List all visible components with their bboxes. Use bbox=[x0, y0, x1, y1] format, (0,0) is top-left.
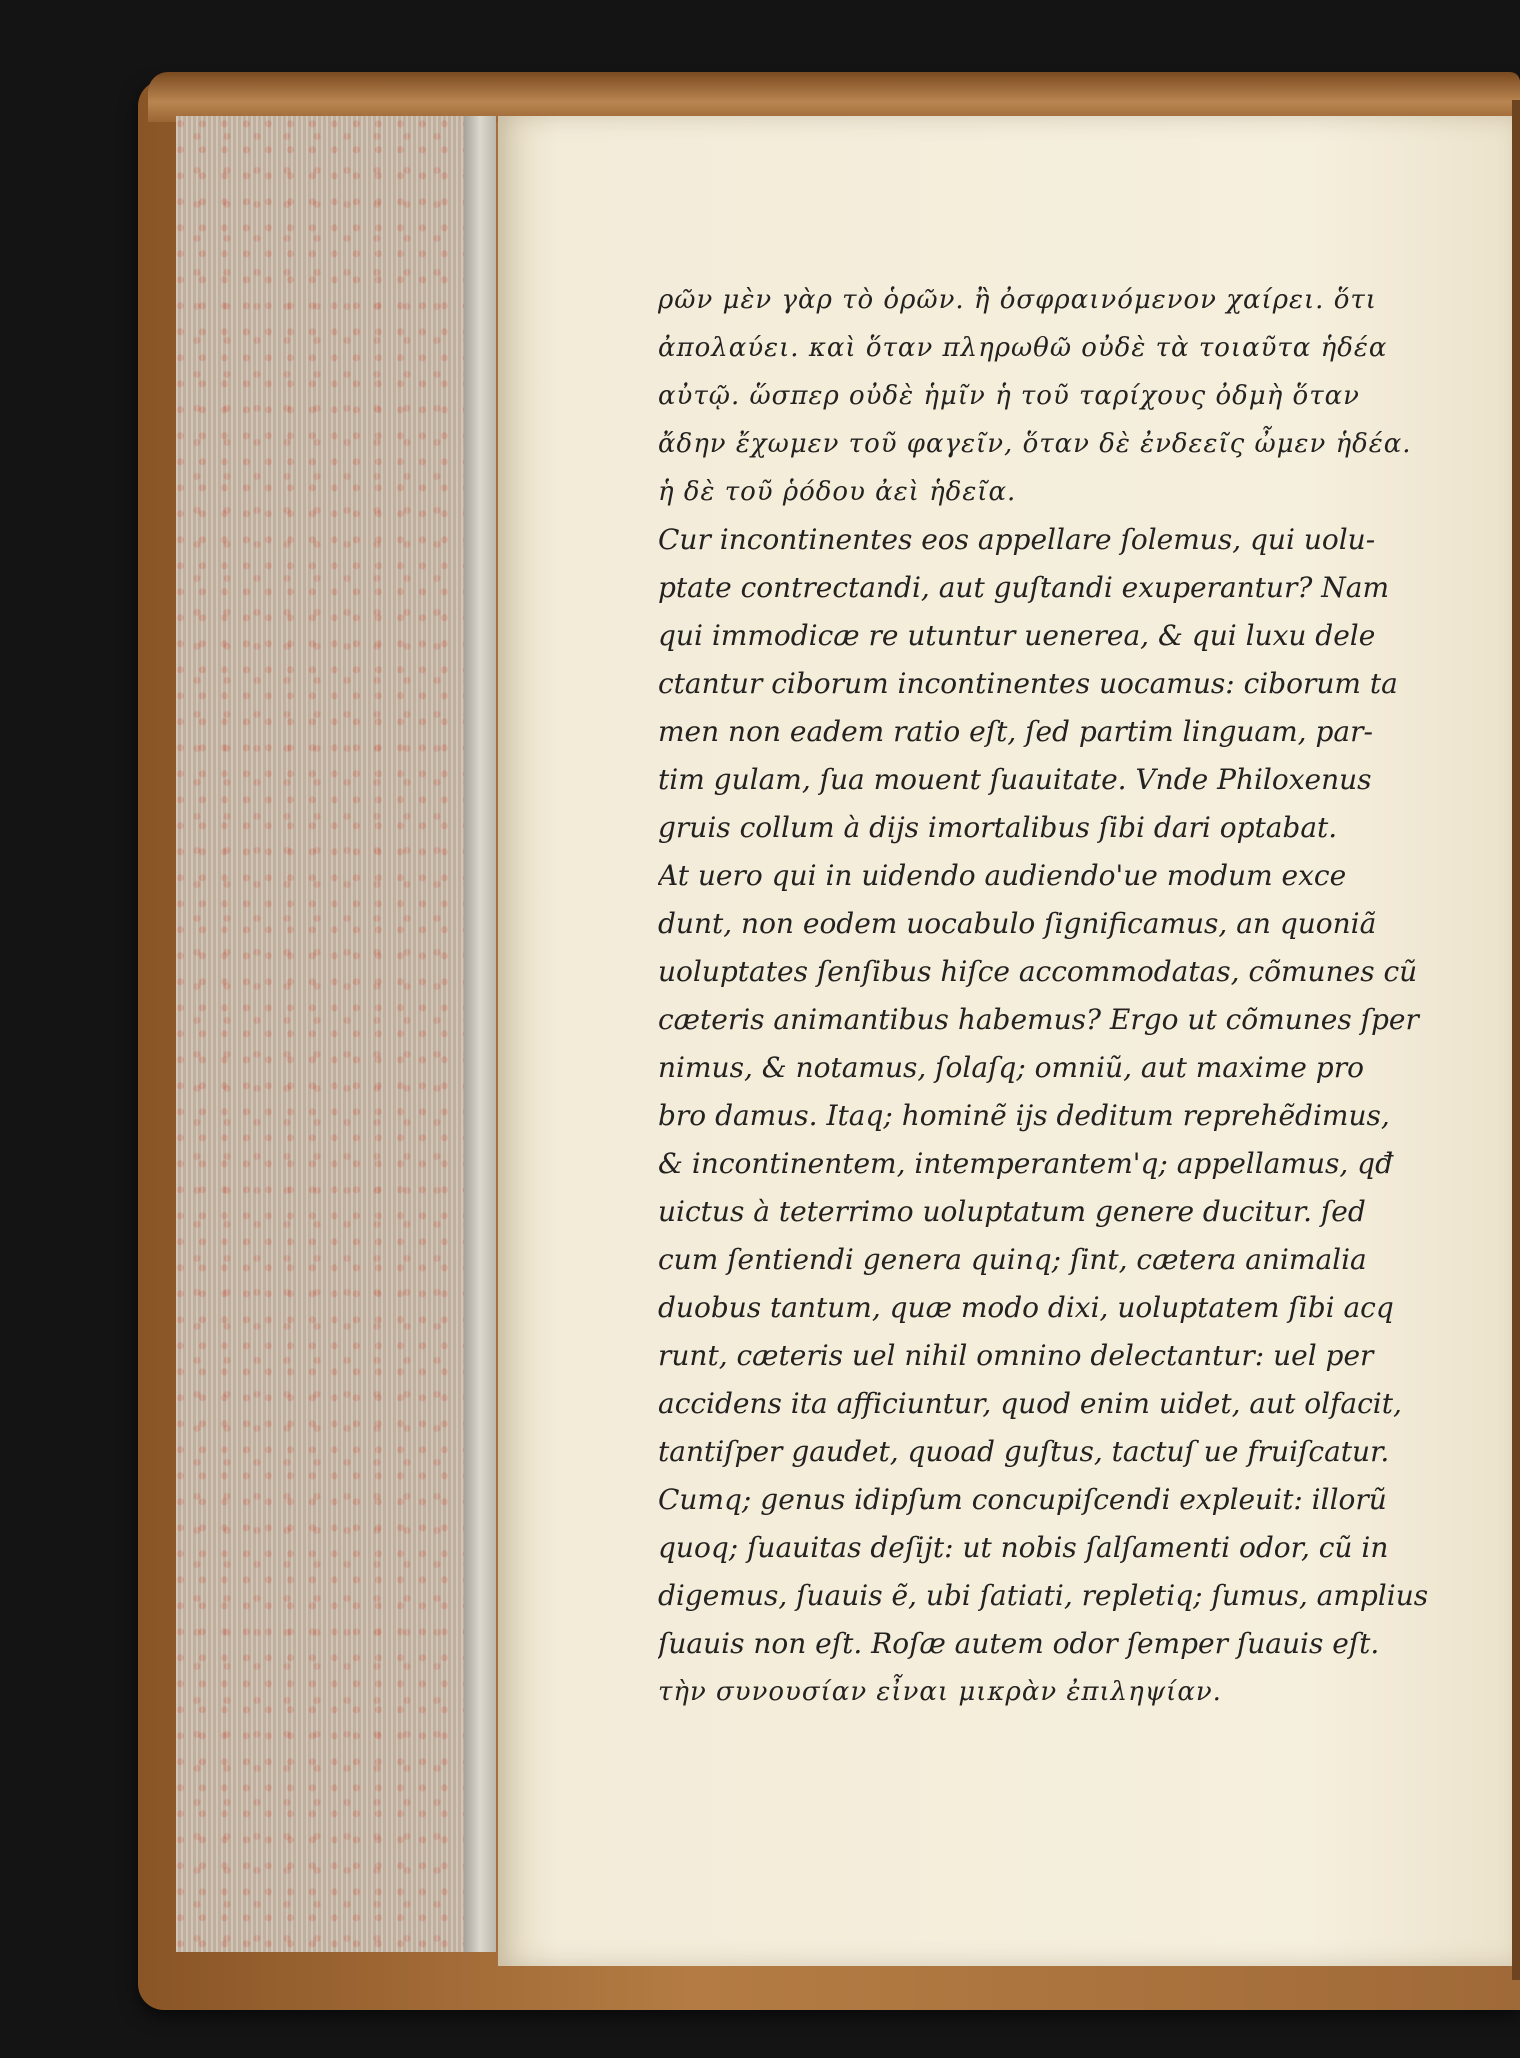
text-line: accidens ita afficiuntur, quod enim uidet, aut olfacit, bbox=[658, 1387, 1402, 1420]
text-line: digemus, ſuauis ẽ, ubi ſatiati, repletiq; ſumus, amplius bbox=[658, 1579, 1429, 1612]
page-fore-edge-strip bbox=[464, 116, 496, 1952]
text-line-greek: ρῶν μὲν γὰρ τὸ ὁρῶν. ἢ ὀσφραινόμενον χαίρει. ὅτι bbox=[658, 285, 1377, 315]
text-line: tantiſper gaudet, quoad guſtus, tactuſ ue fruiſcatur. bbox=[658, 1435, 1390, 1468]
text-line: uictus à teterrimo uoluptatum genere ducitur. ſed bbox=[658, 1195, 1366, 1228]
text-line: ptate contrectandi, aut guſtandi exuperantur? Nam bbox=[658, 571, 1389, 604]
text-line-greek: αὐτῷ. ὥσπερ οὐδὲ ἡμῖν ἡ τοῦ ταρίχους ὀδμὴ ὅταν bbox=[658, 381, 1360, 411]
page-text bbox=[658, 276, 1478, 1716]
text-line: ctantur ciborum incontinentes uocamus: ciborum ta bbox=[658, 667, 1398, 700]
text-line: cum ſentiendi genera quinq; ſint, cætera animalia bbox=[658, 1243, 1367, 1276]
text-line-greek: ἀπολαύει. καὶ ὅταν πληρωθῶ οὐδὲ τὰ τοιαῦτα ἡδέα bbox=[658, 333, 1388, 363]
text-line: ſuauis non eſt. Roſæ autem odor ſemper ſuauis eſt. bbox=[658, 1627, 1380, 1660]
text-line: Cur incontinentes eos appellare ſolemus, qui uolu- bbox=[658, 523, 1376, 556]
text-line-greek: τὴν συνουσίαν εἶναι μικρὰν ἐπιληψίαν. bbox=[658, 1677, 1222, 1707]
text-line-greek: ἄδην ἔχωμεν τοῦ φαγεῖν, ὅταν δὲ ἐνδεεῖς ὦμεν ἡδέα. bbox=[658, 429, 1412, 459]
spine-edge bbox=[1512, 100, 1520, 1980]
page-fore-edge bbox=[176, 116, 496, 1952]
cover-top-edge bbox=[148, 72, 1520, 122]
text-line: cæteris animantibus habemus? Ergo ut cõmunes ſper bbox=[658, 1003, 1419, 1036]
book-page bbox=[498, 116, 1512, 1966]
text-line: Cumq; genus idipſum concupiſcendi expleuit: illorũ bbox=[658, 1483, 1387, 1516]
text-line: runt, cæteris uel nihil omnino delectantur: uel per bbox=[658, 1339, 1374, 1372]
text-line: & incontinentem, intemperantem'q; appellamus, qđ bbox=[658, 1147, 1394, 1180]
text-line-greek: ἡ δὲ τοῦ ῥόδου ἀεὶ ἡδεῖα. bbox=[658, 477, 1017, 507]
text-line: bro damus. Itaq; hominẽ ijs deditum reprehẽdimus, bbox=[658, 1099, 1390, 1132]
text-line: qui immodicæ re utuntur uenerea, & qui luxu dele bbox=[658, 619, 1376, 652]
text-line: gruis collum à dijs imortalibus ſibi dari optabat. bbox=[658, 811, 1338, 844]
text-line: dunt, non eodem uocabulo ſignificamus, an quoniã bbox=[658, 907, 1377, 940]
text-line: tim gulam, ſua mouent ſuauitate. Vnde Philoxenus bbox=[658, 763, 1372, 796]
text-line: At uero qui in uidendo audiendo'ue modum exce bbox=[658, 859, 1347, 892]
book bbox=[128, 72, 1520, 2058]
text-line: men non eadem ratio eſt, ſed partim linguam, par- bbox=[658, 715, 1373, 748]
text-line: nimus, & notamus, ſolaſq; omniũ, aut maxime pro bbox=[658, 1051, 1364, 1084]
text-line: uoluptates ſenſibus hiſce accommodatas, cõmunes cũ bbox=[658, 955, 1418, 988]
text-line: quoq; ſuauitas deſijt: ut nobis ſalſamenti odor, cũ in bbox=[658, 1531, 1389, 1564]
text-line: duobus tantum, quæ modo dixi, uoluptatem ſibi acq bbox=[658, 1291, 1394, 1324]
